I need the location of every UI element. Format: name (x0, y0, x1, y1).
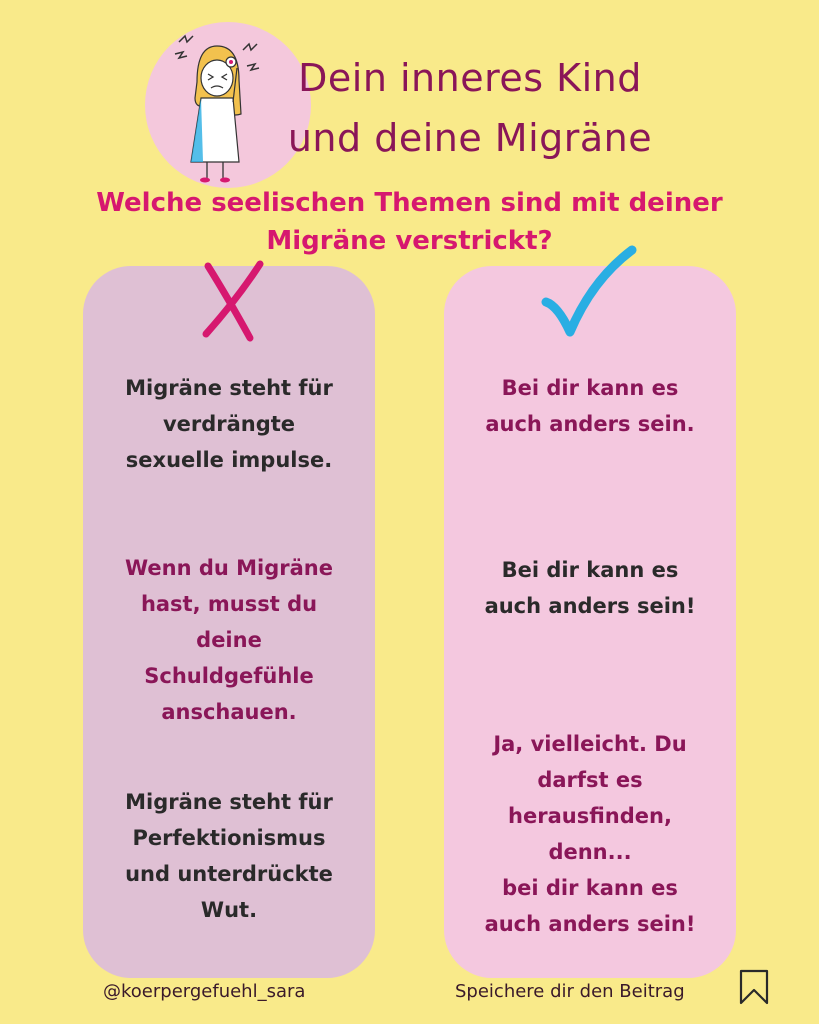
text-line: und unterdrückte (125, 862, 333, 886)
text-line: Perfektionismus (132, 826, 326, 850)
truth-card (444, 266, 736, 978)
bookmark-icon[interactable] (738, 968, 770, 1006)
question-line-1: Welche seelischen Themen sind mit deiner (96, 188, 723, 218)
myth-card (83, 266, 375, 978)
text-line: Bei dir kann es (501, 376, 679, 400)
checkmark-icon (540, 244, 640, 344)
text-line: darfst es (537, 768, 643, 792)
myth-item-1 (83, 370, 375, 478)
text-line: denn... (548, 840, 632, 864)
text-line: anschauen. (161, 700, 297, 724)
title-line-1: Dein inneres Kind (298, 56, 642, 100)
question-heading (40, 184, 779, 260)
text-line: Schuldgefühle (144, 664, 314, 688)
text-line: verdrängte (162, 412, 296, 436)
text-line: Migräne steht für (125, 376, 333, 400)
text-line: auch anders sein. (485, 412, 695, 436)
text-line: hast, musst du (140, 592, 318, 616)
text-line: auch anders sein! (484, 912, 696, 936)
truth-item-3 (444, 726, 736, 942)
text-line: sexuelle impulse. (125, 448, 333, 472)
title-line-2: und deine Migräne (287, 116, 653, 160)
myth-item-2 (83, 550, 375, 730)
myth-item-3 (83, 784, 375, 928)
truth-item-1 (444, 370, 736, 442)
text-line: Wut. (200, 898, 258, 922)
text-line: herausfinden, (508, 804, 672, 828)
text-line: Bei dir kann es (501, 558, 679, 582)
text-line: Ja, vielleicht. Du (493, 732, 687, 756)
text-line: Migräne steht für (125, 790, 333, 814)
text-line: Wenn du Migräne (124, 556, 333, 580)
page-title (260, 48, 680, 168)
save-post-text: Speichere dir den Beitrag (455, 981, 685, 1002)
text-line: bei dir kann es (502, 876, 678, 900)
instagram-handle[interactable]: @koerpergefuehl_sara (103, 981, 306, 1002)
question-line-2: Migräne verstrickt? (266, 226, 553, 256)
truth-item-2 (444, 552, 736, 624)
text-line: deine (196, 628, 262, 652)
cross-icon (198, 258, 270, 344)
text-line: auch anders sein! (484, 594, 696, 618)
